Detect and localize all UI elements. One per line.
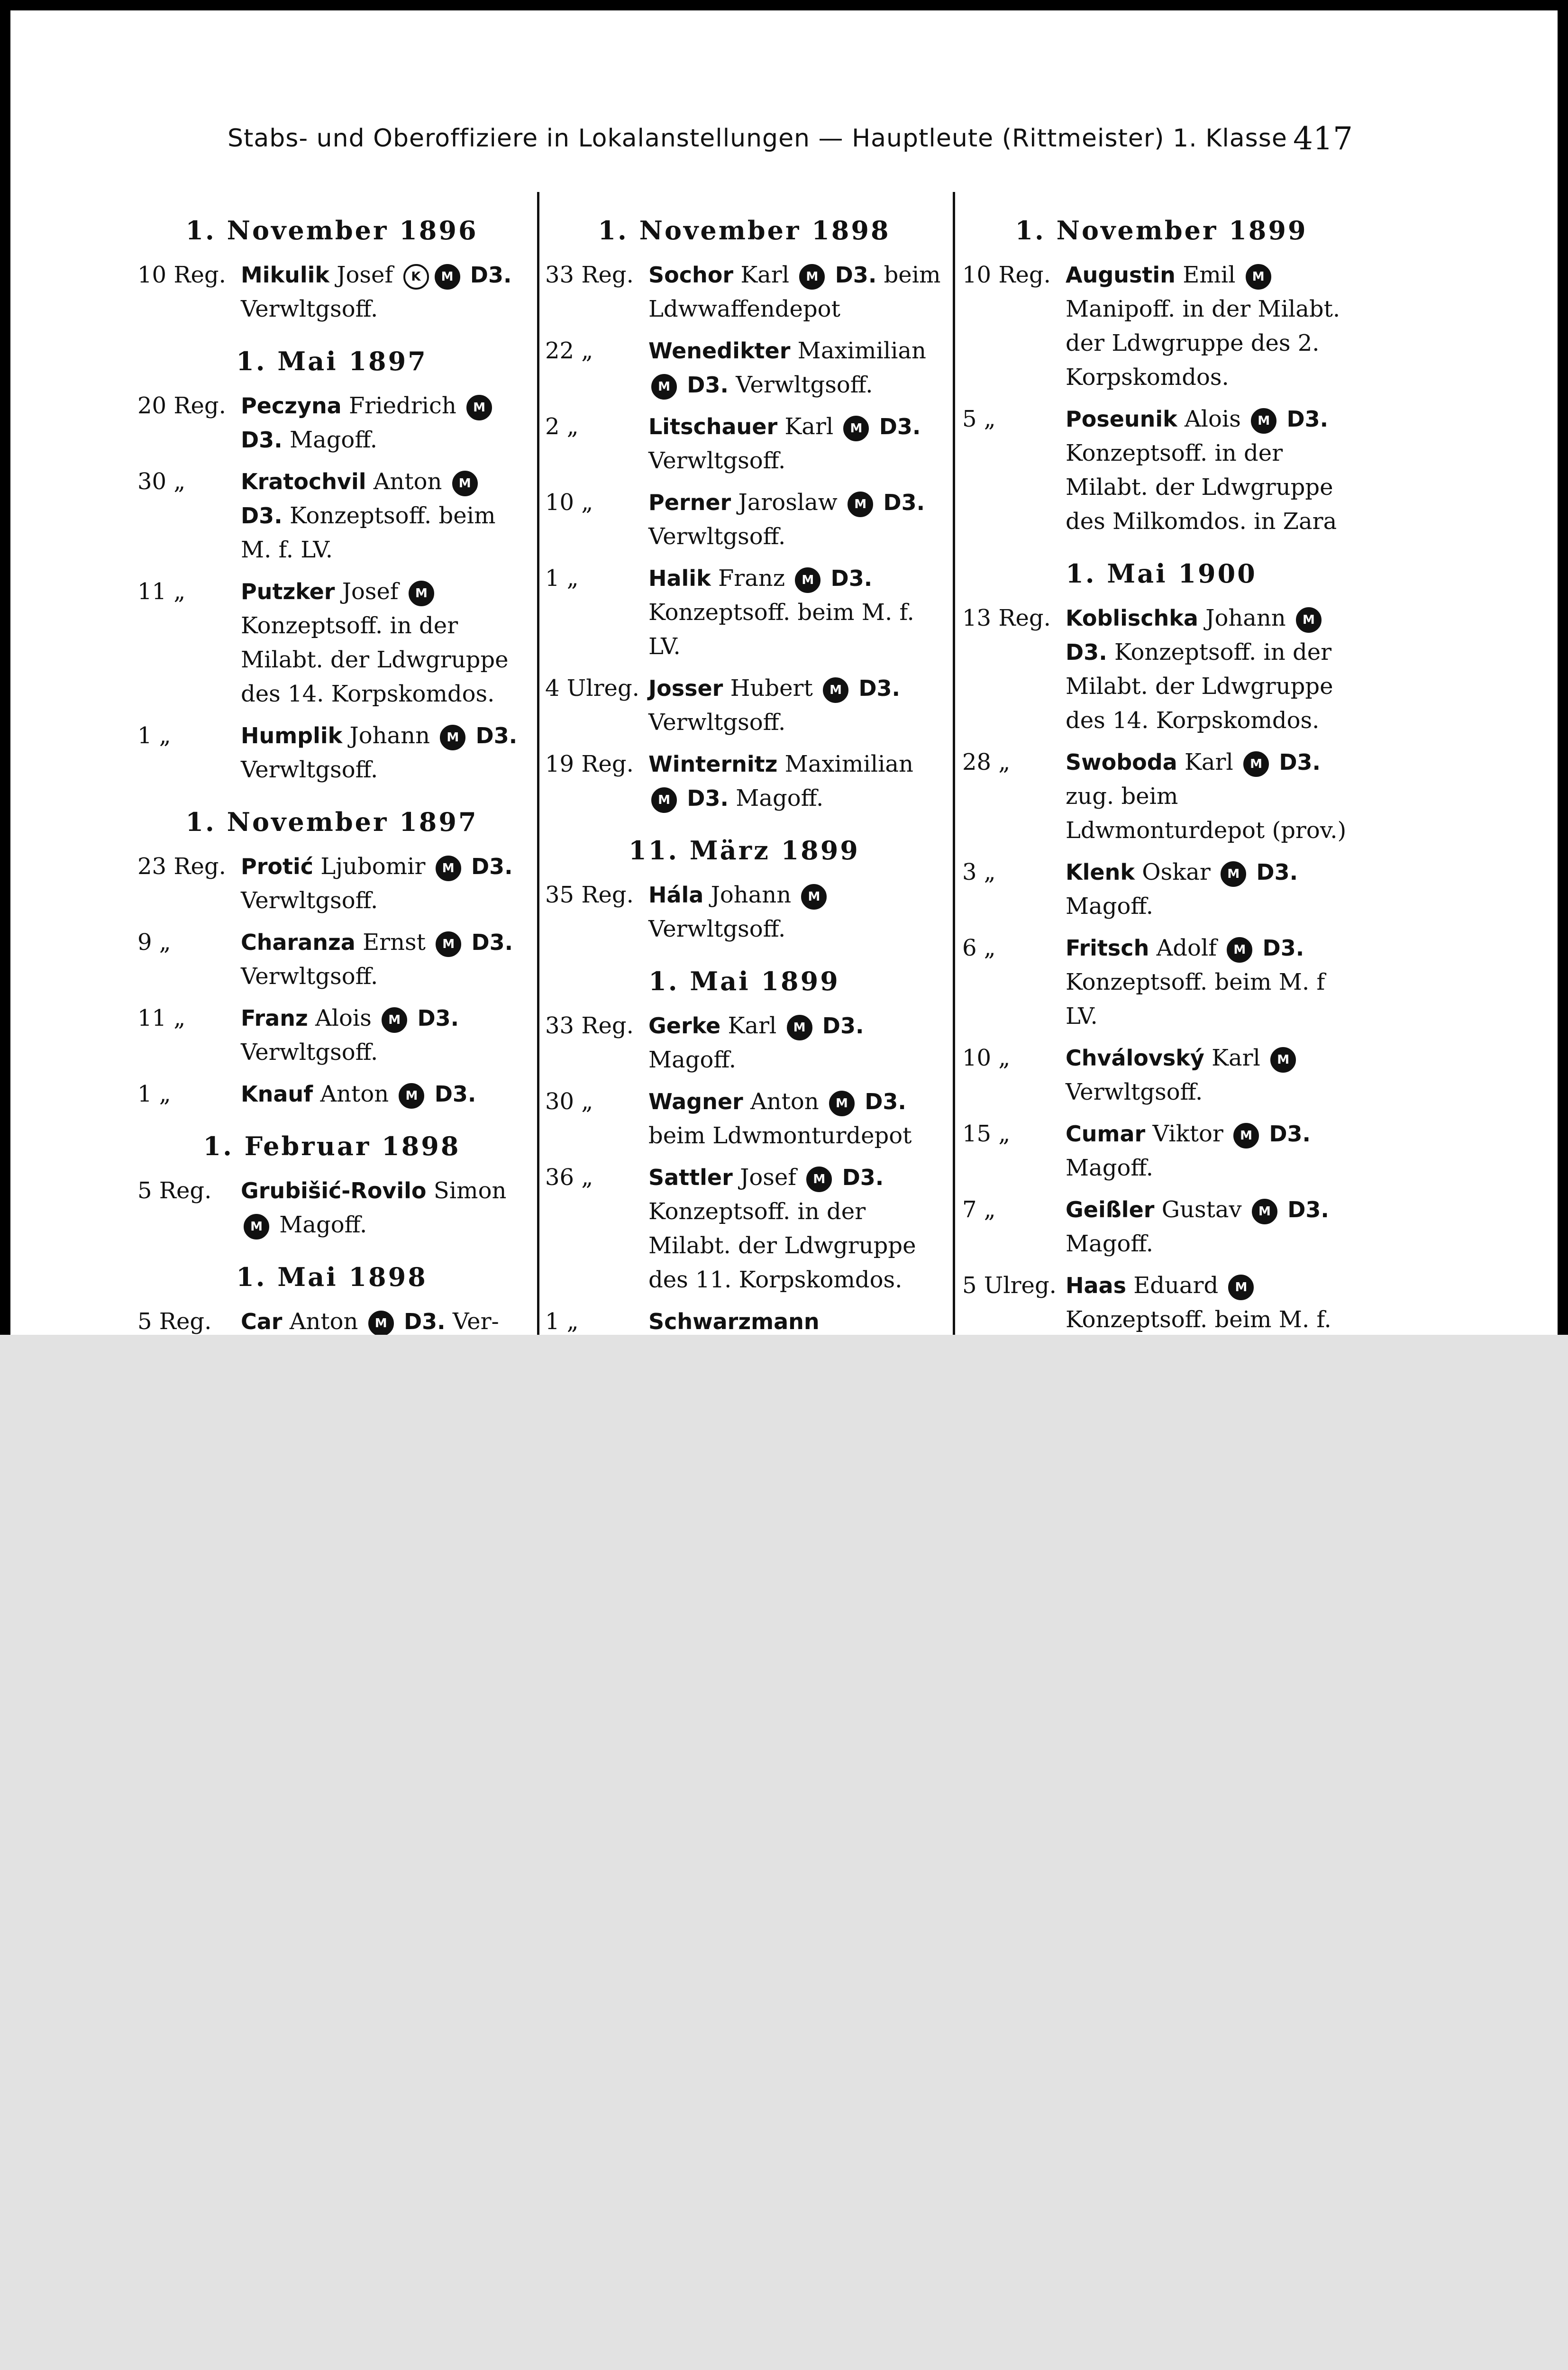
assignment-text: Verwltgsoff.: [241, 1039, 378, 1066]
entry-text: [648, 258, 943, 326]
officer-entry: [962, 402, 1360, 538]
badge-icon: M: [466, 395, 492, 420]
entry-text: [1066, 855, 1360, 923]
unit-label: 10 „: [962, 1045, 1011, 1071]
entry-text: [1066, 1041, 1360, 1109]
decoration-d3: D3.: [241, 427, 283, 453]
officer-surname: Litschauer: [648, 414, 778, 439]
officer-surname: Halik: [648, 565, 711, 591]
badge-icon: M: [829, 1091, 855, 1116]
unit-label: 10 Reg.: [137, 262, 226, 288]
entry-text: [1066, 1117, 1360, 1185]
officer-surname: Franz: [241, 1005, 308, 1031]
badge-icon: M: [1252, 1199, 1277, 1224]
officer-surname: Hála: [648, 882, 704, 908]
column-1: [137, 209, 526, 1346]
unit-label: 23 Reg.: [137, 853, 226, 880]
officer-given-name: Anton: [320, 1081, 389, 1107]
assignment-text: Verwltgsoff.: [648, 709, 786, 736]
assignment-text: Konzeptsoff. in der Milabt. der Ldwgruppe des 14. Korpskomdos.: [1066, 639, 1333, 734]
section-date: 1. Mai 1900: [1066, 558, 1257, 589]
unit-label: 13 Reg.: [962, 605, 1051, 631]
unit-label: 1 „: [137, 722, 171, 749]
assignment-text: Magoff.: [736, 785, 824, 811]
badge-icon: M: [1251, 408, 1276, 434]
entry-text: [1066, 931, 1360, 1033]
officer-given-name: Jaroslaw: [738, 489, 838, 516]
badge-icon: M: [1233, 1123, 1259, 1149]
decoration-d3: D3.: [471, 930, 513, 955]
unit-label: 15 „: [962, 1121, 1011, 1147]
decoration-d3: D3.: [470, 262, 512, 288]
officer-given-name: Friedrich: [349, 392, 456, 419]
officer-given-name: Anton: [373, 468, 442, 495]
decoration-d3: D3.: [687, 372, 729, 398]
badge-icon: M: [1221, 861, 1246, 887]
officer-entry: [137, 719, 526, 787]
badge-icon: K: [403, 264, 429, 290]
entry-text: [648, 1009, 943, 1077]
officer-surname: Sochor: [648, 262, 734, 288]
assignment-text: Magoff.: [1066, 1155, 1154, 1181]
officer-given-name: Johann: [711, 882, 792, 908]
officer-surname: Josser: [648, 675, 723, 701]
officer-given-name: Anton: [289, 1308, 358, 1335]
officer-given-name: Johann: [1205, 605, 1286, 631]
entry-text: [648, 1085, 943, 1153]
unit-label: 11 „: [137, 578, 186, 605]
assignment-text: beim Ldwmonturdepot: [648, 1122, 912, 1149]
badge-icon: M: [435, 264, 460, 290]
officer-surname: Fritsch: [1066, 935, 1149, 961]
unit-label: 33 Reg.: [545, 1012, 634, 1039]
officer-entry: [962, 931, 1360, 1033]
officer-entry: [962, 745, 1360, 848]
badge-icon: M: [1296, 607, 1322, 633]
badge-icon: M: [806, 1167, 832, 1192]
officer-surname: Koblischka: [1066, 605, 1198, 631]
badge-icon: M: [452, 471, 478, 496]
decoration-d3: D3.: [417, 1005, 459, 1031]
assignment-text: Ver-: [452, 1308, 499, 1335]
officer-entry: [962, 855, 1360, 923]
officer-given-name: Josef: [740, 1164, 797, 1191]
badge-icon: M: [1246, 264, 1271, 290]
unit-label: 19 Reg.: [545, 751, 634, 777]
decoration-d3: D3.: [865, 1089, 906, 1114]
officer-surname: Wagner: [648, 1089, 743, 1114]
badge-icon: M: [843, 416, 869, 441]
decoration-d3: D3.: [830, 565, 873, 591]
officer-given-name: Anton: [750, 1088, 819, 1115]
badge-icon: M: [436, 856, 461, 881]
unit-label: 9 „: [137, 929, 171, 956]
officer-given-name: Alois: [1185, 406, 1241, 432]
officer-surname: Cumar: [1066, 1121, 1146, 1147]
unit-label: 11 „: [137, 1005, 186, 1031]
unit-label: 7 „: [962, 1196, 996, 1223]
officer-entry: [545, 747, 943, 815]
entry-text: [241, 389, 526, 457]
officer-given-name: Oskar: [1142, 859, 1211, 885]
unit-label: 33 Reg.: [545, 262, 634, 288]
unit-label: 1 „: [137, 1081, 171, 1107]
officer-given-name: Karl: [1212, 1045, 1260, 1071]
entry-text: [241, 719, 526, 787]
entry-text: [648, 671, 943, 739]
decoration-d3: D3.: [1279, 749, 1321, 775]
officer-surname: Augustin: [1066, 262, 1176, 288]
officer-entry: [545, 561, 943, 664]
entry-text: [648, 410, 943, 478]
badge-icon: M: [801, 884, 827, 910]
running-header: [228, 120, 1365, 167]
officer-surname: Chválovský: [1066, 1045, 1204, 1071]
entry-text: [241, 1077, 526, 1111]
section-date: 1. Februar 1898: [203, 1131, 461, 1161]
officer-surname: Mikulik: [241, 262, 330, 288]
entry-text: [648, 485, 943, 554]
entry-text: [1066, 258, 1360, 394]
officer-entry: [137, 258, 526, 326]
unit-label: 10 „: [545, 489, 593, 516]
officer-given-name: Maximilian: [784, 751, 913, 777]
badge-icon: M: [382, 1007, 407, 1033]
section-date: 1. November 1898: [598, 215, 891, 246]
assignment-text: Verwltgsoff.: [1066, 1079, 1203, 1105]
officer-entry: [137, 574, 526, 711]
unit-label: 4 Ulreg.: [545, 675, 639, 702]
entry-text: [1066, 601, 1360, 738]
section-date: 1. November 1899: [1015, 215, 1308, 246]
assignment-text: Magoff.: [1066, 1231, 1154, 1257]
officer-surname: Haas: [1066, 1273, 1126, 1298]
officer-entry: [137, 1077, 526, 1111]
badge-icon: M: [651, 374, 677, 400]
entry-text: [648, 747, 943, 815]
section-date: 1. Mai 1899: [648, 966, 840, 996]
badge-icon: M: [1228, 1275, 1254, 1300]
entry-text: [241, 1304, 526, 1339]
officer-surname: Kratochvil: [241, 469, 366, 494]
officer-entry: [137, 389, 526, 457]
unit-label: 22 „: [545, 337, 593, 364]
entry-text: [648, 561, 943, 664]
assignment-text: Konzeptsoff. in der Milabt. der Ldwgruppe des 14. Korpskomdos.: [241, 612, 509, 707]
section-date: 1. November 1896: [185, 215, 478, 246]
officer-entry: [545, 410, 943, 478]
officer-given-name: Viktor: [1152, 1121, 1223, 1147]
entry-text: [241, 574, 526, 711]
officer-given-name: Maximilian: [797, 337, 926, 364]
unit-label: 6 „: [962, 935, 996, 961]
officer-surname: Peczyna: [241, 393, 342, 419]
unit-label: 1 „: [545, 1308, 579, 1335]
officer-entry: [545, 1009, 943, 1077]
officer-given-name: Simon: [433, 1177, 507, 1204]
unit-label: 5 Reg.: [137, 1308, 212, 1335]
officer-surname: Schwarzmann: [648, 1309, 820, 1334]
officer-entry: [545, 671, 943, 739]
officer-surname: Car: [241, 1309, 283, 1334]
officer-entry: [962, 1117, 1360, 1185]
decoration-d3: D3.: [475, 723, 518, 748]
decoration-d3: D3.: [471, 854, 513, 879]
assignment-text: Magoff.: [289, 427, 377, 453]
officer-given-name: Josef: [337, 262, 393, 288]
decoration-d3: D3.: [879, 414, 921, 439]
officer-surname: Protić: [241, 854, 314, 879]
page-number: 417: [1293, 120, 1353, 157]
officer-surname: Swoboda: [1066, 749, 1177, 775]
assignment-text: Magoff.: [279, 1212, 367, 1238]
badge-icon: M: [823, 677, 848, 703]
decoration-d3: D3.: [883, 490, 925, 515]
column-3: [962, 209, 1360, 1344]
unit-label: 30 „: [545, 1088, 593, 1115]
decoration-d3: D3.: [434, 1081, 476, 1107]
officer-surname: Winternitz: [648, 751, 778, 777]
assignment-text: Konzeptsoff. in der Milabt. der Ldwgruppe des Milkomdos. in Zara: [1066, 440, 1337, 535]
assignment-text: Verwltgsoff.: [241, 963, 378, 990]
officer-given-name: Karl: [728, 1012, 777, 1039]
officer-given-name: Alois: [315, 1005, 372, 1031]
section-date: 1. November 1897: [185, 807, 478, 837]
decoration-d3: D3.: [1066, 639, 1107, 665]
officer-given-name: Hubert: [730, 675, 813, 702]
officer-given-name: Josef: [342, 578, 399, 605]
assignment-text: Verwltgsoff.: [241, 757, 378, 783]
officer-entry: [137, 465, 526, 567]
unit-label: 5 Ulreg.: [962, 1272, 1057, 1299]
blank-scan-area: [0, 1335, 1568, 2370]
officer-given-name: Johann: [349, 722, 430, 749]
officer-given-name: Karl: [1185, 749, 1233, 775]
officer-surname: Putzker: [241, 579, 335, 604]
section-date: 1. Mai 1897: [236, 346, 428, 376]
officer-entry: [962, 601, 1360, 738]
badge-icon: M: [409, 581, 434, 606]
assignment-text: Verwltgsoff.: [241, 296, 378, 322]
assignment-text: Verwltgsoff.: [736, 372, 873, 398]
officer-surname: Perner: [648, 490, 731, 515]
officer-given-name: Karl: [740, 262, 790, 288]
badge-icon: M: [399, 1083, 424, 1109]
officer-surname: Gerke: [648, 1013, 721, 1039]
scan-border-top: [0, 0, 1568, 10]
unit-label: 28 „: [962, 749, 1011, 775]
badge-icon: M: [368, 1311, 394, 1336]
officer-given-name: Franz: [718, 565, 785, 592]
badge-icon: M: [440, 725, 465, 750]
badge-icon: M: [848, 492, 873, 517]
officer-entry: [962, 1268, 1360, 1337]
officer-entry: [545, 258, 943, 326]
scan-border-left: [0, 0, 10, 1335]
officer-surname: Klenk: [1066, 859, 1135, 885]
column-divider-1: [537, 192, 539, 1335]
officer-surname: Knauf: [241, 1081, 313, 1107]
assignment-text: Verwltgsoff.: [648, 916, 786, 942]
officer-entry: [137, 849, 526, 918]
officer-given-name: Karl: [784, 413, 834, 440]
unit-label: 5 „: [962, 406, 996, 432]
unit-label: 5 Reg.: [137, 1177, 212, 1204]
badge-icon: M: [1270, 1047, 1296, 1073]
entry-text: [241, 465, 526, 567]
unit-label: 10 Reg.: [962, 262, 1051, 288]
assignment-text: Verwltgsoff.: [648, 447, 786, 474]
unit-label: 36 „: [545, 1164, 593, 1191]
decoration-d3: D3.: [1269, 1121, 1311, 1147]
column-2: [545, 209, 943, 1414]
officer-given-name: Gustav: [1161, 1196, 1242, 1223]
entry-text: [1066, 1193, 1360, 1261]
decoration-d3: D3.: [1256, 859, 1298, 885]
assignment-text: beim Ldwwaffendepot: [648, 262, 941, 322]
officer-surname: Geißler: [1066, 1197, 1155, 1222]
officer-entry: [137, 925, 526, 994]
badge-icon: M: [799, 264, 825, 290]
badge-icon: M: [1227, 937, 1252, 963]
officer-given-name: Emil: [1183, 262, 1236, 288]
assignment-text: Verwltgsoff.: [241, 887, 378, 914]
entry-text: [241, 849, 526, 918]
assignment-text: Manipoff. in der Milabt. der Ldwgruppe des 2. Korpskomdos.: [1066, 296, 1340, 391]
decoration-d3: D3.: [822, 1013, 864, 1039]
assignment-text: Konzeptsoff. beim M. f. LV.: [648, 599, 914, 660]
badge-icon: M: [436, 931, 461, 957]
decoration-d3: D3.: [1287, 1197, 1329, 1222]
officer-entry: [545, 334, 943, 402]
unit-label: 3 „: [962, 859, 996, 885]
officer-surname: Wenedikter: [648, 338, 791, 364]
entry-text: [241, 925, 526, 994]
officer-entry: [545, 485, 943, 554]
officer-entry: [962, 258, 1360, 394]
entry-text: [648, 1160, 943, 1297]
assignment-text: Magoff.: [1066, 893, 1154, 920]
assignment-text: Konzeptsoff. beim M. f LV.: [1066, 969, 1325, 1030]
officer-surname: Sattler: [648, 1165, 733, 1190]
entry-text: [1066, 1268, 1360, 1337]
decoration-d3: D3.: [1286, 406, 1329, 432]
officer-given-name: Adolf: [1156, 935, 1217, 961]
unit-label: 35 Reg.: [545, 882, 634, 908]
officer-entry: [137, 1001, 526, 1069]
badge-icon: M: [1243, 751, 1269, 777]
officer-entry: [545, 1160, 943, 1297]
officer-given-name: Eduard: [1133, 1272, 1219, 1299]
entry-text: [648, 878, 943, 946]
entry-text: [1066, 402, 1360, 538]
officer-given-name: Ljubomir: [320, 853, 426, 880]
assignment-text: Konzeptsoff. in der Milabt. der Ldwgruppe des 11. Korpskomdos.: [648, 1198, 916, 1293]
section-date: 11. März 1899: [629, 835, 860, 866]
entry-text: [241, 1001, 526, 1069]
assignment-text: zug. beim Ldwmonturdepot (prov.): [1066, 783, 1347, 844]
badge-icon: M: [651, 787, 677, 813]
officer-surname: Poseunik: [1066, 406, 1177, 432]
entry-text: [241, 258, 526, 326]
officer-entry: [545, 878, 943, 946]
decoration-d3: D3.: [842, 1165, 884, 1190]
section-date: 1. Mai 1898: [236, 1262, 428, 1292]
decoration-d3: D3.: [835, 262, 877, 288]
decoration-d3: D3.: [687, 785, 729, 811]
decoration-d3: D3.: [241, 503, 283, 529]
officer-given-name: Ernst: [363, 929, 426, 956]
assignment-text: Konzeptsoff. beim M. f. LV.: [241, 502, 496, 563]
badge-icon: M: [795, 567, 820, 593]
badge-icon: M: [787, 1015, 812, 1040]
decoration-d3: D3.: [858, 675, 900, 701]
officer-entry: [137, 1304, 526, 1339]
officer-surname: Charanza: [241, 930, 356, 955]
assignment-text: Konzeptsoff. beim M. f.: [1066, 1306, 1331, 1333]
column-divider-2: [953, 192, 955, 1335]
officer-entry: [137, 1174, 526, 1242]
unit-label: 2 „: [545, 413, 579, 440]
unit-label: 30 „: [137, 468, 186, 495]
unit-label: 1 „: [545, 565, 579, 592]
assignment-text: Verwltgsoff.: [648, 523, 786, 550]
decoration-d3: D3.: [403, 1309, 446, 1334]
entry-text: [241, 1174, 526, 1242]
officer-entry: [545, 1085, 943, 1153]
officer-entry: [962, 1041, 1360, 1109]
scan-border-right: [1558, 0, 1568, 1335]
officer-surname: Humplik: [241, 723, 343, 748]
unit-label: 20 Reg.: [137, 392, 226, 419]
officer-entry: [962, 1193, 1360, 1261]
assignment-text: Magoff.: [648, 1047, 737, 1073]
header-title: Stabs- und Oberoffiziere in Lokalanstellungen — Hauptleute (Rittmeister) 1. Klasse: [228, 124, 1287, 153]
entry-text: [648, 334, 943, 402]
officer-surname: Grubišić-Rovilo: [241, 1178, 427, 1203]
entry-text: [1066, 745, 1360, 848]
badge-icon: M: [244, 1214, 269, 1240]
decoration-d3: D3.: [1262, 935, 1304, 961]
